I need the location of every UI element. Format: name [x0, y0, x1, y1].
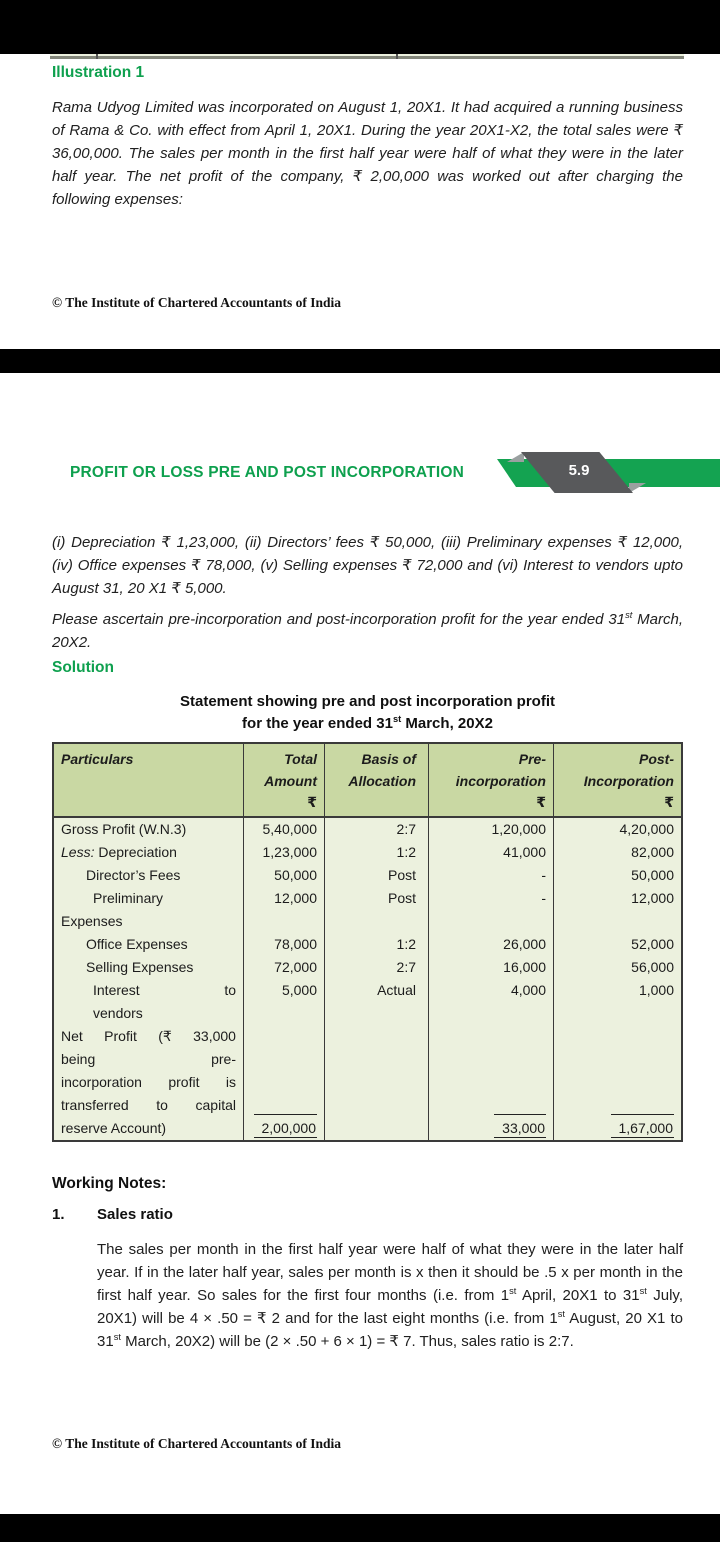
- chapter-heading: PROFIT OR LOSS PRE AND POST INCORPORATION: [70, 464, 464, 481]
- pre-incorporation-sum: 33,000: [428, 1025, 553, 1140]
- table-row: Gross Profit (W.N.3) 5,40,000 2:7 1,20,000 4,20,000: [54, 818, 681, 841]
- note-title: Sales ratio: [97, 1206, 173, 1223]
- previous-table-remnant: [50, 54, 684, 59]
- header-pre-incorporation: Pre- incorporation ₹: [428, 744, 553, 816]
- total-amount-sum: 2,00,000: [243, 1025, 324, 1140]
- header-total-amount: Total Amount ₹: [243, 744, 324, 816]
- note-paragraph: The sales per month in the first half year were half of what they were in the later half year. If in the later half year, sales per month is x then it should be .5 x per month in the first half year. So sales for the first four months (i.e. from 1st April, 20X1 to 31st July, 20X1) will be 4 × .50 = ₹ 2 and for the last eight months (i.e. from 1st August, 20 X1 to 31st March, 20X2) will be (2 × .50 + 6 × 1) = ₹ 7. Thus, sales ratio is 2:7.: [97, 1241, 683, 1350]
- table-remnant-divider: [396, 54, 398, 59]
- header-post-incorporation: Post- Incorporation ₹: [553, 744, 681, 816]
- table-title-line1: Statement showing pre and post incorporation profit: [179, 693, 555, 710]
- post-incorporation-sum: 1,67,000: [553, 1025, 681, 1140]
- note-number: 1.: [52, 1206, 65, 1223]
- illustration-heading: Illustration 1: [52, 64, 145, 81]
- table-row: Less: Depreciation 1,23,000 1:2 41,000 82,000: [54, 841, 681, 864]
- mid-black-band: [0, 349, 720, 373]
- rupee-symbol: ₹: [536, 795, 546, 811]
- bottom-black-band: [0, 1514, 720, 1542]
- rupee-symbol: ₹: [664, 795, 674, 811]
- expenses-paragraph: (i) Depreciation ₹ 1,23,000, (ii) Directors’ fees ₹ 50,000, (iii) Preliminary expenses ₹ 12,000, (iv) Office expenses ₹ 78,000, (v) Selling expenses ₹ 72,000 and (vi) Interest to vendors upto August 31, 20 X1 ₹ 5,000.: [52, 534, 683, 597]
- copyright-line-bottom: © The Institute of Chartered Accountants of India: [52, 1436, 341, 1451]
- table-header-row: [54, 744, 681, 818]
- solution-heading: Solution: [52, 659, 114, 676]
- table-row: Office Expenses 78,000 1:2 26,000 52,000: [54, 933, 681, 956]
- table-row: Director’s Fees 50,000 Post - 50,000: [54, 864, 681, 887]
- copyright-line-top: © The Institute of Chartered Accountants of India: [52, 295, 341, 310]
- header-particulars: Particulars: [61, 751, 134, 767]
- rupee-symbol: ₹: [307, 795, 317, 811]
- table-row: Selling Expenses 72,000 2:7 16,000 56,000: [54, 956, 681, 979]
- table-row: Preliminary Expenses 12,000 Post - 12,000: [54, 887, 681, 933]
- intro-paragraph: Rama Udyog Limited was incorporated on August 1, 20X1. It had acquired a running business of Rama & Co. with effect from April 1, 20X1. During the year 20X1-X2, the total sales were ₹ 36,00,000. The sales per month in the first half year were half of what they were in the later half year. The net profit of the company, ₹ 2,00,000 was worked out after charging the following expenses:: [52, 99, 683, 208]
- working-notes-heading: Working Notes:: [52, 1175, 167, 1192]
- table-row: Interest to vendors 5,000 Actual 4,000 1,000: [54, 979, 681, 1025]
- table-row-net-profit: Net Profit (₹ 33,000 being pre- incorporation profit is transferred to capital reserve Account) 2,00,000 33,000 1,67,000: [54, 1025, 681, 1140]
- ascertain-paragraph: Please ascertain pre-incorporation and post-incorporation profit for the year ended 31st March, 20X2.: [52, 610, 683, 651]
- profit-allocation-table: [52, 742, 683, 1142]
- header-basis-of-allocation: Basis of Allocation: [324, 744, 428, 816]
- page-number: 5.9: [568, 462, 590, 479]
- table-remnant-divider: [96, 54, 98, 59]
- top-black-band: [0, 0, 720, 54]
- table-title-line2: for the year ended 31st March, 20X2: [242, 714, 493, 732]
